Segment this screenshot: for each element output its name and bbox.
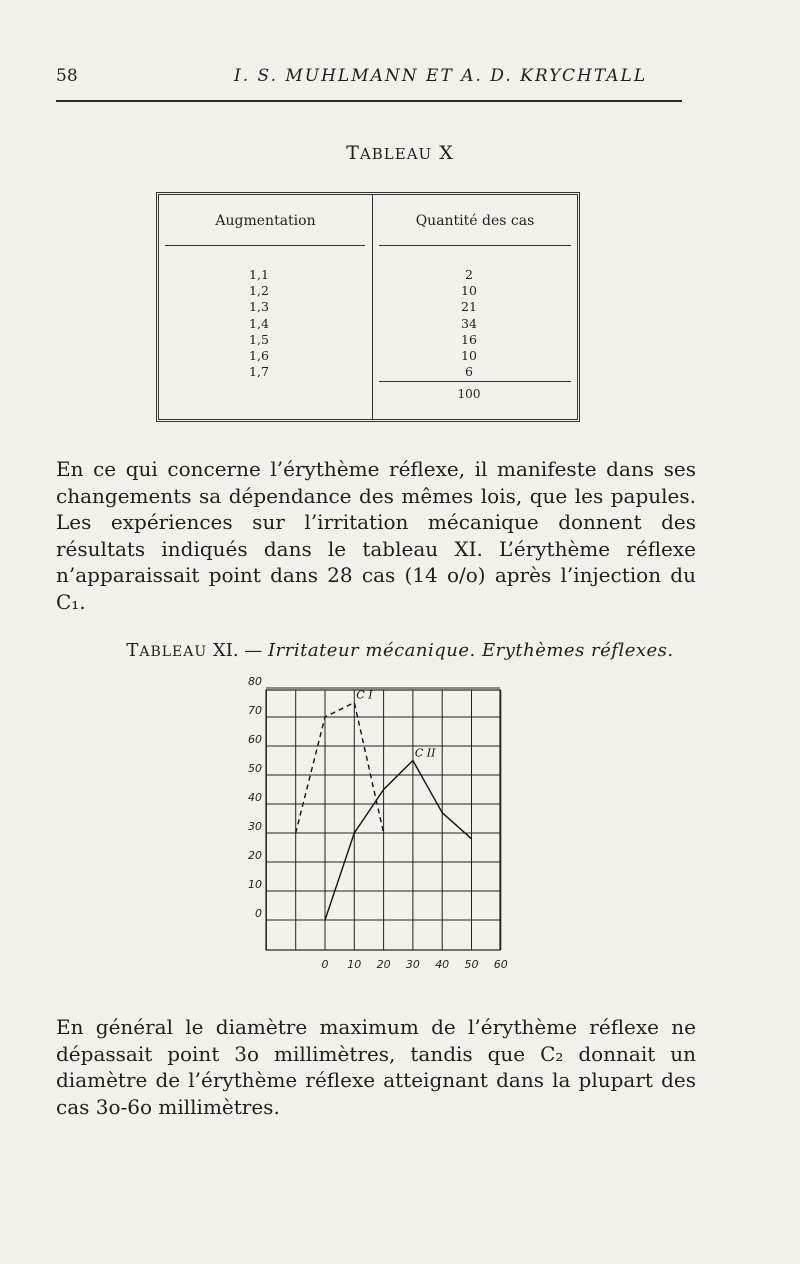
page-number: 58 xyxy=(56,66,78,86)
y-tick-label: 0 xyxy=(255,907,262,920)
table-cell: 1,3 xyxy=(249,299,269,315)
series-label-2: C II xyxy=(414,746,436,760)
table-cell: 34 xyxy=(461,315,477,331)
table-xi-title-rest: ABLEAU xyxy=(139,644,208,660)
table-cell: 1,4 xyxy=(249,315,269,331)
table-x-title xyxy=(0,142,800,164)
body-paragraph-2: En général le diamètre maximum de l’érythème réflexe ne dépassait point 3o millimètres, tandis que C₂ donnait un diamètre de l’érythème réflexe atteignant dans la plupart des cas 3o-6o millimètres. xyxy=(56,1015,696,1119)
table-cell: 10 xyxy=(461,348,477,364)
x-tick-label: 0 xyxy=(321,958,329,971)
table-cell: 1,6 xyxy=(249,348,269,364)
table-xi-title xyxy=(0,640,800,661)
table-x-title-initial: T xyxy=(346,142,360,164)
x-tick-label: 40 xyxy=(435,958,450,971)
table-cell: 10 xyxy=(461,283,477,299)
series-line-1 xyxy=(296,703,384,834)
x-tick-label: 50 xyxy=(464,958,479,971)
erythema-line-chart xyxy=(230,670,520,980)
x-tick-label: 60 xyxy=(493,958,508,971)
series-line-2 xyxy=(325,761,472,921)
y-tick-label: 30 xyxy=(248,820,262,833)
running-header xyxy=(56,64,686,94)
running-head-authors: I. S. MUHLMANN ET A. D. KRYCHTALL xyxy=(234,66,648,86)
y-tick-label: 40 xyxy=(248,791,262,804)
table-cell: 1,7 xyxy=(249,364,269,380)
table-cell: 21 xyxy=(461,299,477,315)
table-cell: 1,1 xyxy=(249,267,269,282)
table-xi-title-italic: Irritateur mécanique. Erythèmes réflexes. xyxy=(268,640,674,661)
table-cell: 16 xyxy=(461,331,477,347)
header-rule-right xyxy=(379,245,571,246)
column-header-quantite: Quantité des cas xyxy=(415,213,535,229)
y-tick-label: 20 xyxy=(248,849,262,862)
quantite-values xyxy=(449,267,489,380)
table-total: 100 xyxy=(457,387,481,401)
total-rule xyxy=(379,381,571,382)
table-cell: 6 xyxy=(465,364,473,380)
table-xi-title-number: XI. — xyxy=(212,640,263,661)
column-header-augmentation: Augmentation xyxy=(215,213,316,229)
x-tick-label: 10 xyxy=(347,958,362,971)
y-tick-label: 70 xyxy=(248,704,262,717)
header-rule-left xyxy=(165,245,365,246)
y-tick-label: 60 xyxy=(248,733,262,746)
plot-frame xyxy=(266,690,500,950)
table-cell: 2 xyxy=(465,267,473,282)
table-xi-title-initial: T xyxy=(126,640,140,661)
table-cell: 1,2 xyxy=(249,283,269,299)
header-rule xyxy=(56,100,682,102)
y-tick-label: 10 xyxy=(248,878,262,891)
augmentation-values xyxy=(239,267,279,380)
table-x-title-number: X xyxy=(439,142,454,164)
series-label-1: C I xyxy=(356,688,373,702)
table-cell: 1,5 xyxy=(249,331,269,347)
x-tick-label: 30 xyxy=(405,958,420,971)
table-x-title-rest: ABLEAU xyxy=(359,145,433,163)
y-tick-label: 50 xyxy=(248,762,262,775)
body-paragraph-1: En ce qui concerne l’érythème réflexe, il manifeste dans ses changements sa dépendance des mêmes lois, que les papules. Les expériences sur l’irritation mécanique donnent des résultats indiqués dans le tableau XI. L’érythème réflexe n’apparaissait point dans 28 cas (14 o/o) après l’injection du C₁. xyxy=(56,457,696,614)
table-x xyxy=(156,192,580,422)
x-tick-label: 20 xyxy=(376,958,391,971)
y-tick-label: 80 xyxy=(248,675,262,688)
